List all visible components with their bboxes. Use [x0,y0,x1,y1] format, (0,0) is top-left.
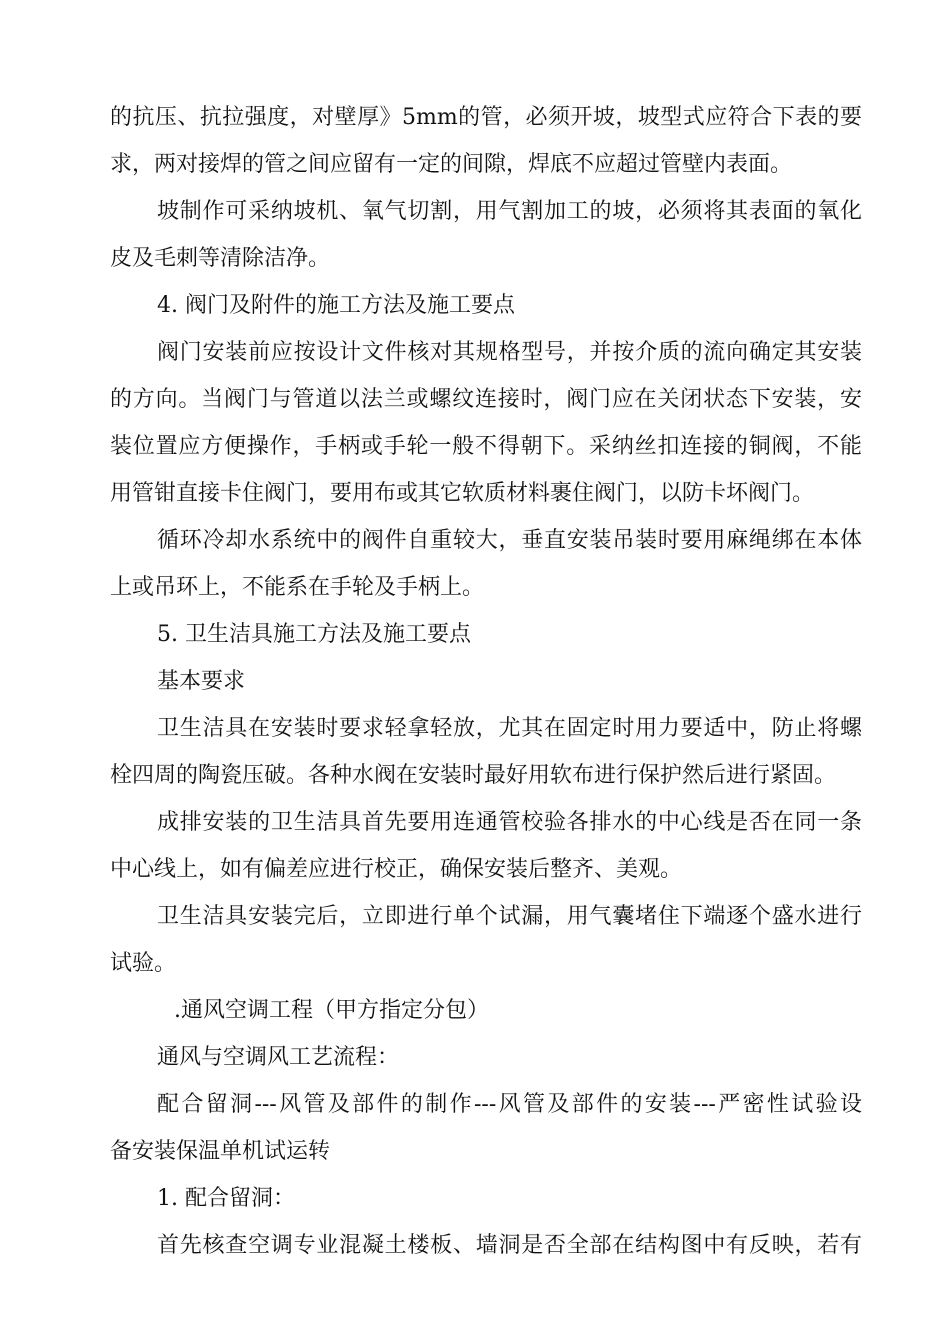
text-line-11: 上或吊环上，不能系在手轮及手柄上。 [110,575,485,600]
section-heading-sanitary: 5. 卫生洁具施工方法及施工要点 [157,622,471,647]
text-line-10: 循环冷却水系统中的阀件自重较大，垂直安装吊装时要用麻绳绑在本体 [157,528,862,553]
text-line-17: 中心线上，如有偏差应进行校正，确保安装后整齐、美观。 [110,857,683,882]
section-heading-reserved-holes: 1. 配合留洞： [157,1186,295,1211]
text-line-2: 求，两对接焊的管之间应留有一定的间隙，焊底不应超过管壁内表面。 [110,152,793,177]
text-line-15: 栓四周的陶瓷压破。各种水阀在安装时最好用软布进行保护然后进行紧固。 [110,763,837,788]
text-line-25: 首先核查空调专业混凝土楼板、墙洞是否全部在结构图中有反映，若有 [157,1233,862,1258]
subheading-basic-requirements: 基本要求 [157,669,246,694]
document-page [110,94,862,1269]
text-line-18: 卫生洁具安装完后，立即进行单个试漏，用气囊堵住下端逐个盛水进行 [157,904,862,929]
text-line-19: 试验。 [110,951,177,976]
text-line-6: 阀门安装前应按设计文件核对其规格型号，并按介质的流向确定其安装 [157,340,862,365]
section-heading-hvac: .通风空调工程（甲方指定分包） [174,998,489,1023]
text-line-22: 配合留洞---风管及部件的制作---风管及部件的安装---严密性试验设 [157,1092,862,1117]
text-line-8: 装位置应方便操作，手柄或手轮一般不得朝下。采纳丝扣连接的铜阀，不能 [110,434,862,459]
text-line-7: 的方向。当阀门与管道以法兰或螺纹连接时，阀门应在关闭状态下安装，安 [110,387,862,412]
text-line-3: 坡制作可采纳坡机、氧气切割，用气割加工的坡，必须将其表面的氧化 [157,199,862,224]
section-heading-valves: 4. 阀门及附件的施工方法及施工要点 [157,293,515,318]
text-line-23: 备安装保温单机试运转 [110,1139,331,1164]
text-line-14: 卫生洁具在安装时要求轻拿轻放，尤其在固定时用力要适中，防止将螺 [157,716,862,741]
text-line-1: 的抗压、抗拉强度，对壁厚》5mm的管，必须开坡，坡型式应符合下表的要 [110,105,862,130]
text-line-9: 用管钳直接卡住阀门，要用布或其它软质材料裹住阀门，以防卡坏阀门。 [110,481,815,506]
text-line-16: 成排安装的卫生洁具首先要用连通管校验各排水的中心线是否在同一条 [157,810,862,835]
text-line-4: 皮及毛刺等清除洁净。 [110,246,331,271]
text-line-21: 通风与空调风工艺流程： [157,1045,400,1070]
